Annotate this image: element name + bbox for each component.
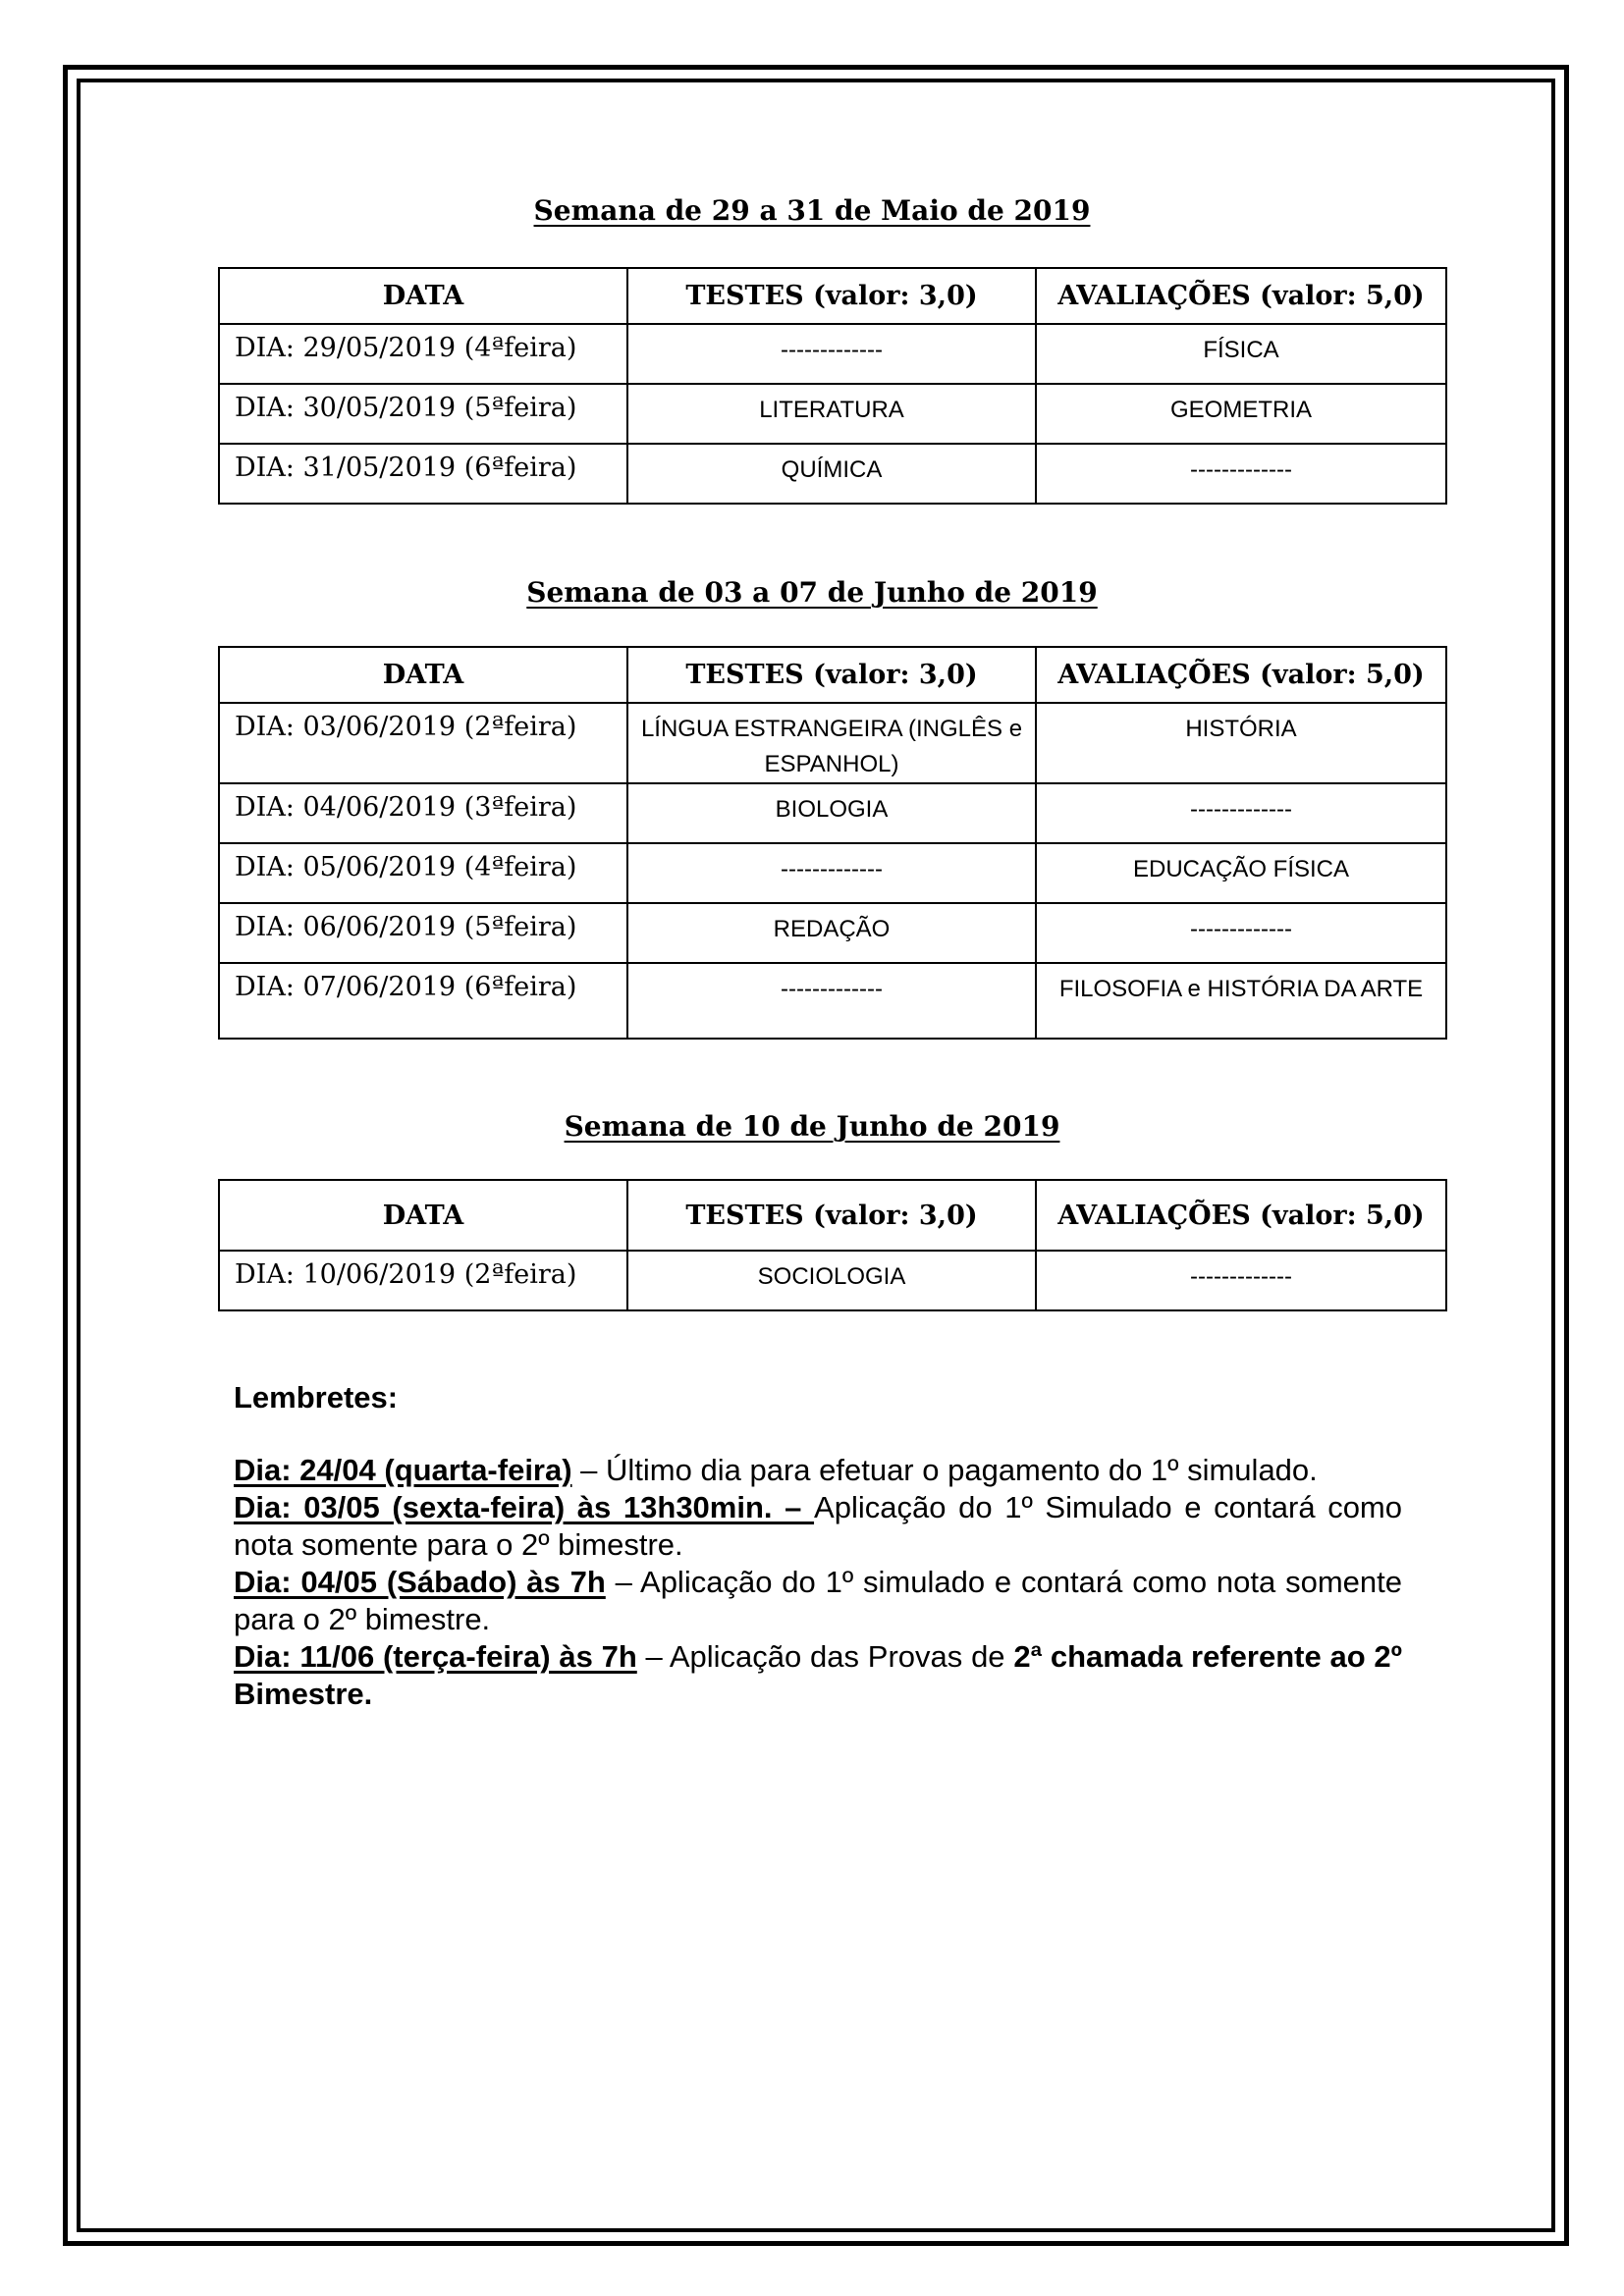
cell-test: ------------- xyxy=(627,963,1036,1039)
schedule-table-week-2 xyxy=(218,646,1447,1040)
schedule-table-week-1 xyxy=(218,267,1447,505)
cell-test: REDAÇÃO xyxy=(627,903,1036,963)
reminder-item xyxy=(234,1638,1402,1713)
header-testes: TESTES (valor: 3,0) xyxy=(627,1180,1036,1251)
table-row xyxy=(219,843,1446,903)
cell-date: DIA: 31/05/2019 (6ªfeira) xyxy=(219,444,627,504)
table-row xyxy=(219,903,1446,963)
table-row xyxy=(219,963,1446,1039)
week-title-3: Semana de 10 de Junho de 2019 xyxy=(564,1110,1060,1143)
cell-date: DIA: 04/06/2019 (3ªfeira) xyxy=(219,783,627,843)
cell-test: ------------- xyxy=(627,324,1036,384)
reminder-bold-text: 2ª chamada referente ao 2º Bimestre. xyxy=(234,1639,1402,1711)
cell-date: DIA: 30/05/2019 (5ªfeira) xyxy=(219,384,627,444)
table-header-row xyxy=(219,647,1446,703)
table-row xyxy=(219,444,1446,504)
header-data: DATA xyxy=(219,647,627,703)
cell-evaluation: ------------- xyxy=(1036,444,1446,504)
cell-test: BIOLOGIA xyxy=(627,783,1036,843)
schedule-table-week-3 xyxy=(218,1179,1447,1311)
header-avaliacoes: AVALIAÇÕES (valor: 5,0) xyxy=(1036,647,1446,703)
cell-evaluation: GEOMETRIA xyxy=(1036,384,1446,444)
cell-evaluation: ------------- xyxy=(1036,903,1446,963)
reminder-text: – Aplicação das Provas de xyxy=(636,1639,1014,1674)
header-testes: TESTES (valor: 3,0) xyxy=(627,268,1036,324)
reminder-date: Dia: 03/05 (sexta-feira) às 13h30min. – xyxy=(234,1490,815,1524)
reminder-text: – Último dia para efetuar o pagamento do 1º simulado. xyxy=(571,1453,1318,1487)
reminder-date: Dia: 04/05 (Sábado) às 7h xyxy=(234,1565,606,1599)
cell-evaluation: FÍSICA xyxy=(1036,324,1446,384)
header-avaliacoes: AVALIAÇÕES (valor: 5,0) xyxy=(1036,1180,1446,1251)
cell-test: ------------- xyxy=(627,843,1036,903)
cell-date: DIA: 03/06/2019 (2ªfeira) xyxy=(219,703,627,783)
reminder-text: Aplicação do 1º Simulado e contará como nota somente para o 2º bimestre. xyxy=(234,1490,1402,1562)
reminder-date: Dia: 24/04 (quarta-feira) xyxy=(234,1453,572,1487)
reminders-section xyxy=(234,1379,1402,1713)
reminders-title: Lembretes: xyxy=(234,1380,399,1415)
reminder-item xyxy=(234,1489,1402,1564)
cell-date: DIA: 06/06/2019 (5ªfeira) xyxy=(219,903,627,963)
cell-test: SOCIOLOGIA xyxy=(627,1251,1036,1310)
cell-evaluation: ------------- xyxy=(1036,1251,1446,1310)
header-data: DATA xyxy=(219,1180,627,1251)
cell-evaluation: ------------- xyxy=(1036,783,1446,843)
cell-test: LITERATURA xyxy=(627,384,1036,444)
cell-date: DIA: 07/06/2019 (6ªfeira) xyxy=(219,963,627,1039)
cell-date: DIA: 10/06/2019 (2ªfeira) xyxy=(219,1251,627,1310)
table-header-row xyxy=(219,1180,1446,1251)
week-title-1: Semana de 29 a 31 de Maio de 2019 xyxy=(533,194,1091,227)
header-data: DATA xyxy=(219,268,627,324)
reminder-date: Dia: 11/06 (terça-feira) às 7h xyxy=(234,1639,637,1674)
table-header-row xyxy=(219,268,1446,324)
cell-evaluation: EDUCAÇÃO FÍSICA xyxy=(1036,843,1446,903)
table-row xyxy=(219,703,1446,783)
reminder-item xyxy=(234,1452,1402,1489)
table-row xyxy=(219,1251,1446,1310)
table-row xyxy=(219,783,1446,843)
table-row xyxy=(219,324,1446,384)
cell-test: QUÍMICA xyxy=(627,444,1036,504)
cell-evaluation: FILOSOFIA e HISTÓRIA DA ARTE xyxy=(1036,963,1446,1039)
cell-date: DIA: 05/06/2019 (4ªfeira) xyxy=(219,843,627,903)
week-title-2: Semana de 03 a 07 de Junho de 2019 xyxy=(526,576,1098,609)
header-avaliacoes: AVALIAÇÕES (valor: 5,0) xyxy=(1036,268,1446,324)
reminder-item xyxy=(234,1564,1402,1638)
cell-test: LÍNGUA ESTRANGEIRA (INGLÊS e ESPANHOL) xyxy=(627,703,1036,783)
header-testes: TESTES (valor: 3,0) xyxy=(627,647,1036,703)
reminder-text: – Aplicação do 1º simulado e contará como nota somente para o 2º bimestre. xyxy=(234,1565,1402,1636)
cell-date: DIA: 29/05/2019 (4ªfeira) xyxy=(219,324,627,384)
cell-evaluation: HISTÓRIA xyxy=(1036,703,1446,783)
table-row xyxy=(219,384,1446,444)
